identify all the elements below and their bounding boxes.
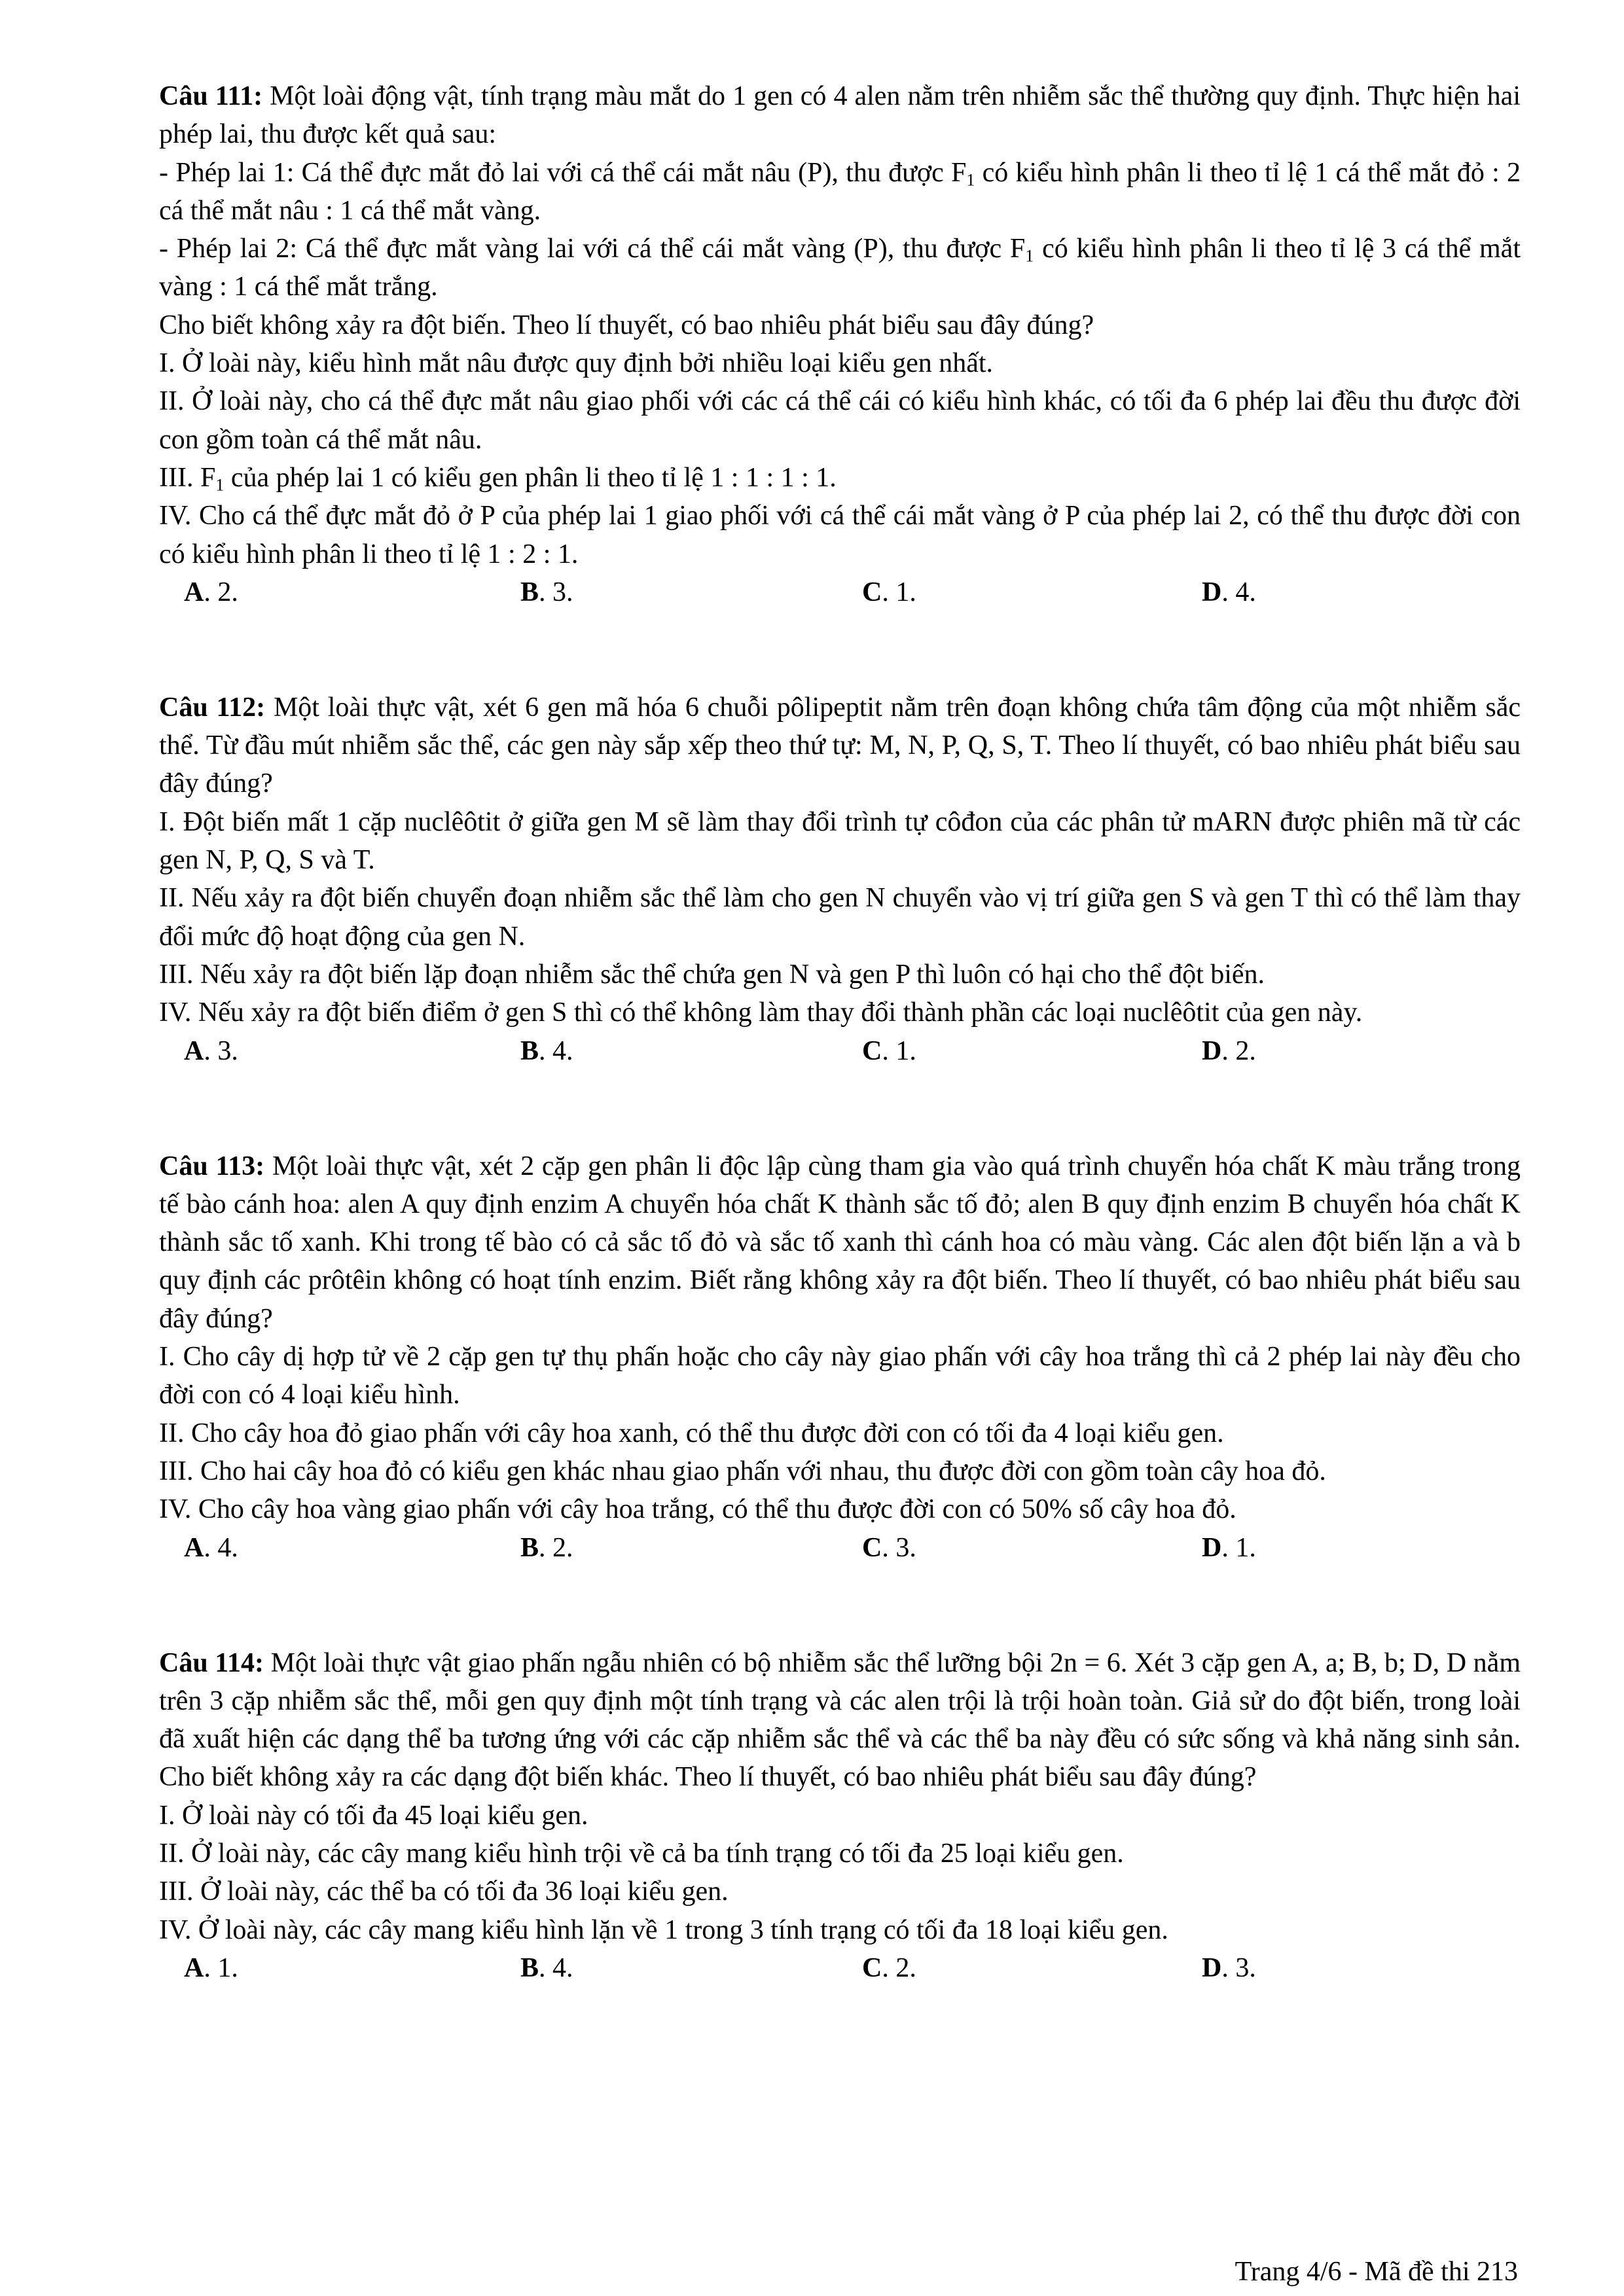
question-number: Câu 113: <box>159 1151 265 1181</box>
question-statement <box>159 1338 1521 1414</box>
statement-text: III. F <box>159 462 216 493</box>
statement-text: có kiểu hình phân li theo tỉ lệ 1 cá thể mắt đỏ : 2 cá thể mắt nâu : 1 cá thể mắt vàng. <box>159 157 1521 226</box>
answer-option-d <box>1202 1949 1256 1987</box>
question-statement <box>159 1490 1521 1528</box>
answer-letter: D <box>1202 1952 1222 1983</box>
statement-text: III. Cho hai cây hoa đỏ có kiểu gen khác nhau giao phấn với nhau, thu được đời con gồm toàn cây hoa đỏ. <box>159 1456 1326 1486</box>
question-statement <box>159 879 1521 956</box>
answer-value: . 2. <box>204 577 238 607</box>
answer-letter: D <box>1202 1035 1222 1066</box>
question-spacer <box>159 1070 1521 1147</box>
answer-value: . 4. <box>1221 577 1256 607</box>
question-statement <box>159 154 1521 230</box>
answer-value: . 1. <box>1221 1532 1256 1563</box>
answer-option-a <box>184 573 238 611</box>
answer-options <box>159 1529 1521 1567</box>
subscript: 1 <box>966 170 975 190</box>
answer-letter: C <box>862 577 882 607</box>
answer-letter: A <box>184 1035 204 1066</box>
statement-text: II. Nếu xảy ra đột biến chuyển đoạn nhiễm sắc thể làm cho gen N chuyển vào vị trí giữa gen S và gen T thì có thể làm thay đổi mức độ hoạt động của gen N. <box>159 883 1521 952</box>
statement-text: - Phép lai 1: Cá thể đực mắt đỏ lai với cá thể cái mắt nâu (P), thu được F <box>159 157 967 188</box>
statement-text: I. Ở loài này có tối đa 45 loại kiểu gen. <box>159 1800 588 1831</box>
statement-text: II. Cho cây hoa đỏ giao phấn với cây hoa xanh, có thể thu được đời con có tối đa 4 loại kiểu gen. <box>159 1418 1224 1448</box>
answer-letter: A <box>184 1532 204 1563</box>
statement-text: IV. Nếu xảy ra đột biến điểm ở gen S thì có thể không làm thay đổi thành phần các loại nuclêôtit của gen này. <box>159 997 1363 1028</box>
answer-letter: D <box>1202 577 1222 607</box>
answer-option-b <box>520 573 573 611</box>
answer-option-c <box>862 1032 916 1070</box>
statement-text: Một loài thực vật, xét 6 gen mã hóa 6 chuỗi pôlipeptit nằm trên đoạn không chứa tâm động của một nhiễm sắc thể. Từ đầu mút nhiễm sắc thể, các gen này sắp xếp theo thứ tự: M, N, P, Q, S, T. Theo lí thuyết, có bao nhiêu phát biểu sau đây đúng? <box>159 692 1521 799</box>
question-statement <box>159 1797 1521 1835</box>
answer-letter: C <box>862 1532 882 1563</box>
question-statement <box>159 956 1521 994</box>
statement-text: Một loài thực vật giao phấn ngẫu nhiên có bộ nhiễm sắc thể lưỡng bội 2n = 6. Xét 3 cặp gen A, a; B, b; D, D nằm trên 3 cặp nhiễm sắc thể, mỗi gen quy định một tính trạng và các alen trội là trội hoàn toàn. Giả sử do đột biến, trong loài đã xuất hiện các dạng thể ba tương ứng với các cặp nhiễm sắc thể và các thể ba này đều có sức sống và khả năng sinh sản. Cho biết không xảy ra các dạng đột biến khác. Theo lí thuyết, có bao nhiêu phát biểu sau đây đúng? <box>159 1647 1521 1793</box>
answer-option-b <box>520 1032 573 1070</box>
question-statement <box>159 1835 1521 1873</box>
answer-option-b <box>520 1529 573 1567</box>
statement-text: IV. Ở loài này, các cây mang kiểu hình lặn về 1 trong 3 tính trạng có tối đa 18 loại kiểu gen. <box>159 1914 1168 1945</box>
answer-letter: D <box>1202 1532 1222 1563</box>
statement-text: của phép lai 1 có kiểu gen phân li theo tỉ lệ 1 : 1 : 1 : 1. <box>224 462 837 493</box>
answer-value: . 1. <box>882 1035 916 1066</box>
answer-letter: B <box>520 577 539 607</box>
statement-text: III. Ở loài này, các thể ba có tối đa 36 loại kiểu gen. <box>159 1876 729 1907</box>
question-spacer <box>159 1567 1521 1644</box>
question-block <box>159 1147 1521 1567</box>
statement-text: Cho biết không xảy ra đột biến. Theo lí thuyết, có bao nhiêu phát biểu sau đây đúng? <box>159 310 1094 340</box>
question-statement <box>159 1911 1521 1949</box>
question-stem <box>159 689 1521 803</box>
answer-value: . 1. <box>882 577 916 607</box>
subscript: 1 <box>215 475 225 495</box>
statement-text: I. Ở loài này, kiểu hình mắt nâu được quy định bởi nhiều loại kiểu gen nhất. <box>159 348 994 379</box>
statement-text: IV. Cho cây hoa vàng giao phấn với cây hoa trắng, có thể thu được đời con có 50% số cây hoa đỏ. <box>159 1494 1236 1525</box>
question-statement <box>159 306 1521 344</box>
answer-value: . 3. <box>539 577 573 607</box>
answer-value: . 2. <box>882 1952 916 1983</box>
answer-value: . 3. <box>204 1035 238 1066</box>
statement-text: II. Ở loài này, các cây mang kiểu hình trội về cả ba tính trạng có tối đa 25 loại kiểu gen. <box>159 1838 1124 1869</box>
question-stem <box>159 77 1521 154</box>
answer-options <box>159 573 1521 611</box>
answer-option-b <box>520 1949 573 1987</box>
page-footer: Trang 4/6 - Mã đề thi 213 <box>1235 2257 1518 2287</box>
question-statement <box>159 382 1521 459</box>
answer-letter: C <box>862 1952 882 1983</box>
answer-letter: B <box>520 1532 539 1563</box>
statement-text: Một loài thực vật, xét 2 cặp gen phân li độc lập cùng tham gia vào quá trình chuyển hóa chất K màu trắng trong tế bào cánh hoa: alen A quy định enzim A chuyển hóa chất K thành sắc tố đỏ; alen B quy định enzim B chuyển hóa chất K thành sắc tố xanh. Khi trong tế bào có cả sắc tố đỏ và sắc tố xanh thì cánh hoa có màu vàng. Các alen đột biến lặn a và b quy định các prôtêin không có hoạt tính enzim. Biết rằng không xảy ra đột biến. Theo lí thuyết, có bao nhiêu phát biểu sau đây đúng? <box>159 1151 1521 1334</box>
question-number: Câu 112: <box>159 692 266 723</box>
exam-page <box>159 77 1521 1987</box>
question-statement <box>159 1873 1521 1910</box>
question-statement <box>159 1414 1521 1452</box>
answer-letter: A <box>184 577 204 607</box>
answer-value: . 2. <box>1221 1035 1256 1066</box>
answer-value: . 4. <box>204 1532 238 1563</box>
statement-text: I. Đột biến mất 1 cặp nuclêôtit ở giữa gen M sẽ làm thay đổi trình tự côđon của các phân tử mARN được phiên mã từ các gen N, P, Q, S và T. <box>159 806 1521 876</box>
answer-letter: B <box>520 1035 539 1066</box>
statement-text: có kiểu hình phân li theo tỉ lệ 3 cá thể mắt vàng : 1 cá thể mắt trắng. <box>159 234 1521 302</box>
question-block <box>159 689 1521 1070</box>
question-statement <box>159 803 1521 880</box>
answer-option-d <box>1202 573 1256 611</box>
answer-option-a <box>184 1949 238 1987</box>
answer-value: . 4. <box>539 1952 573 1983</box>
statement-text: III. Nếu xảy ra đột biến lặp đoạn nhiễm sắc thể chứa gen N và gen P thì luôn có hại cho thể đột biến. <box>159 959 1265 990</box>
statement-text: - Phép lai 2: Cá thể đực mắt vàng lai với cá thể cái mắt vàng (P), thu được F <box>159 234 1026 264</box>
question-spacer <box>159 611 1521 689</box>
answer-option-a <box>184 1529 238 1567</box>
question-stem <box>159 1644 1521 1797</box>
statement-text: IV. Cho cá thể đực mắt đỏ ở P của phép lai 1 giao phối với cá thể cái mắt vàng ở P của phép lai 2, có thể thu được đời con có kiểu hình phân li theo tỉ lệ 1 : 2 : 1. <box>159 501 1521 569</box>
answer-option-d <box>1202 1032 1256 1070</box>
question-number: Câu 111: <box>159 81 263 111</box>
answer-value: . 2. <box>539 1532 573 1563</box>
subscript: 1 <box>1025 246 1034 266</box>
answer-option-a <box>184 1032 238 1070</box>
question-stem <box>159 1147 1521 1338</box>
answer-value: . 3. <box>882 1532 916 1563</box>
answer-value: . 1. <box>204 1952 238 1983</box>
answer-value: . 4. <box>539 1035 573 1066</box>
answer-option-d <box>1202 1529 1256 1567</box>
answer-options <box>159 1032 1521 1070</box>
answer-letter: B <box>520 1952 539 1983</box>
question-statement <box>159 1452 1521 1490</box>
answer-option-c <box>862 573 916 611</box>
answer-options <box>159 1949 1521 1987</box>
question-statement <box>159 497 1521 573</box>
statement-text: Một loài động vật, tính trạng màu mắt do 1 gen có 4 alen nằm trên nhiễm sắc thể thường quy định. Thực hiện hai phép lai, thu được kết quả sau: <box>159 81 1521 150</box>
answer-value: . 3. <box>1221 1952 1256 1983</box>
statement-text: I. Cho cây dị hợp tử về 2 cặp gen tự thụ phấn hoặc cho cây này giao phấn với cây hoa trắng thì cả 2 phép lai này đều cho đời con có 4 loại kiểu hình. <box>159 1342 1521 1410</box>
question-statement <box>159 344 1521 382</box>
question-number: Câu 114: <box>159 1647 264 1678</box>
statement-text: II. Ở loài này, cho cá thể đực mắt nâu giao phối với các cá thể cái có kiểu hình khác, có tối đa 6 phép lai đều thu được đời con gồm toàn cá thể mắt nâu. <box>159 386 1521 455</box>
answer-option-c <box>862 1529 916 1567</box>
answer-letter: A <box>184 1952 204 1983</box>
answer-letter: C <box>862 1035 882 1066</box>
question-block <box>159 77 1521 611</box>
question-statement <box>159 994 1521 1031</box>
question-block <box>159 1644 1521 1987</box>
answer-option-c <box>862 1949 916 1987</box>
question-statement <box>159 459 1521 497</box>
question-statement <box>159 230 1521 306</box>
